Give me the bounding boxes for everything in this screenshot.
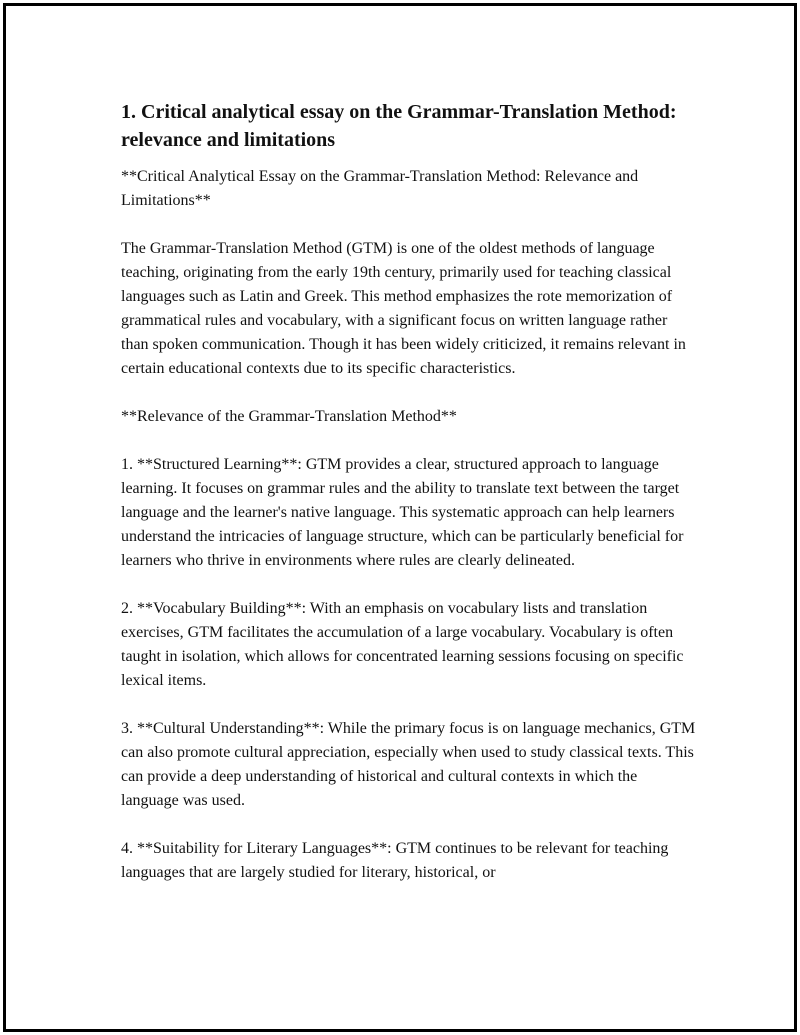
intro-paragraph: The Grammar-Translation Method (GTM) is one of the oldest methods of language teaching, originating from the early 19th century, primarily used for teaching classical languages such as Latin and Greek. This method emphasizes the rote memorization of grammatical rules and vocabulary, with a significant focus on written language rather than spoken communication. Though it has been widely criticized, it remains relevant in certain educational contexts due to its specific characteristics. [121, 240, 686, 377]
point-literary-languages: 4. **Suitability for Literary Languages**: GTM continues to be relevant for teaching languages that are largely studied for literary, historical, or [121, 840, 669, 881]
document-body [121, 98, 696, 909]
point-structured-learning: 1. **Structured Learning**: GTM provides a clear, structured approach to language learning. It focuses on grammar rules and the ability to translate text between the target language and the learner's native language. This systematic approach can help learners understand the intricacies of language structure, which can be particularly beneficial for learners who thrive in environments where rules are clearly delineated. [121, 456, 684, 569]
essay-heading: **Critical Analytical Essay on the Grammar-Translation Method: Relevance and Limitations** [121, 168, 639, 209]
page-frame [3, 3, 797, 1032]
document-title: 1. Critical analytical essay on the Grammar-Translation Method: relevance and limitations [121, 101, 677, 151]
section-heading-relevance: **Relevance of the Grammar-Translation Method** [121, 408, 457, 425]
point-cultural-understanding: 3. **Cultural Understanding**: While the primary focus is on language mechanics, GTM can also promote cultural appreciation, especially when used to study classical texts. This can provide a deep understanding of historical and cultural contexts in which the language was used. [121, 720, 696, 809]
point-vocabulary-building: 2. **Vocabulary Building**: With an emphasis on vocabulary lists and translation exercises, GTM facilitates the accumulation of a large vocabulary. Vocabulary is often taught in isolation, which allows for concentrated learning sessions focusing on specific lexical items. [121, 600, 684, 689]
